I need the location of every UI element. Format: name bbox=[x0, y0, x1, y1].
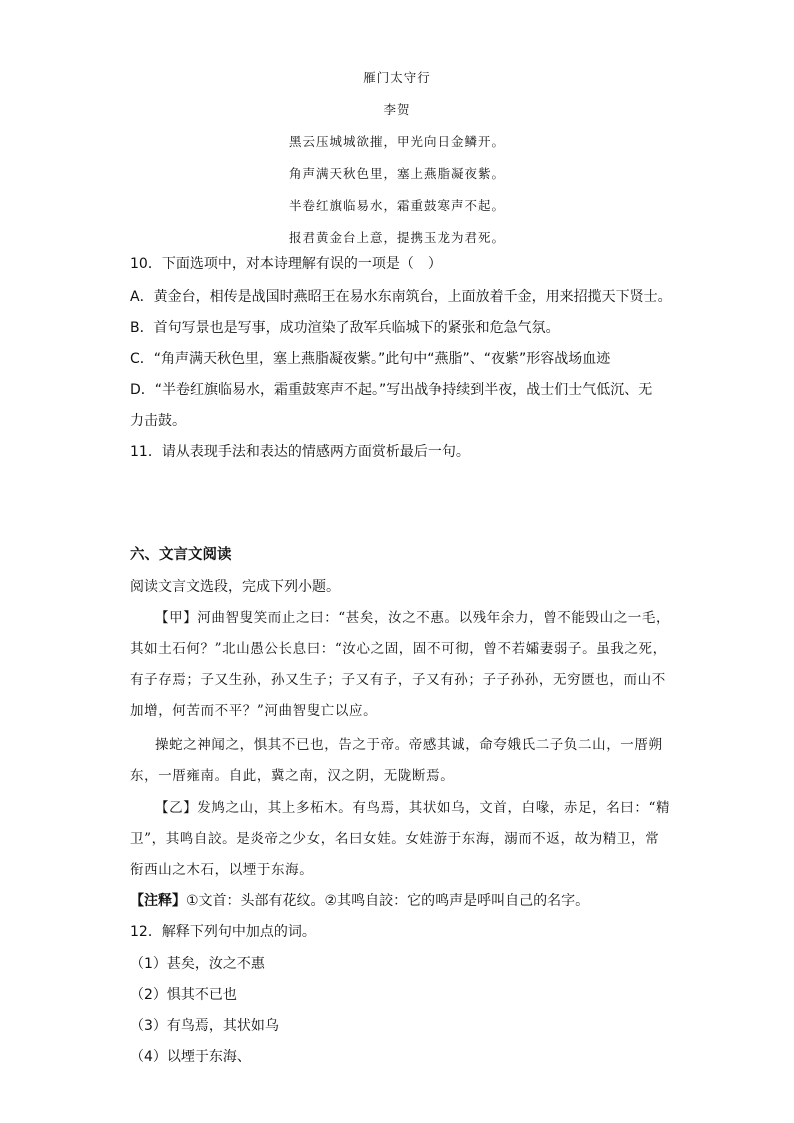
annotation-text: ①文首：头部有花纹。②其鸣自詨：它的鸣声是呼叫自己的名字。 bbox=[186, 893, 590, 909]
annotation bbox=[130, 891, 670, 911]
passage-yi-line: 【乙】发鸠之山，其上多柘木。有鸟焉，其状如乌，文首，白喙，赤足，名曰：“精 bbox=[155, 800, 671, 816]
passage-jia-line: 有子存焉；子又生孙，孙又生子；子又有子，子又有孙；子子孙孙，无穷匮也，而山不 bbox=[130, 672, 666, 688]
question-12-item: （3）有鸟焉，其状如乌 bbox=[130, 1018, 279, 1034]
poem-line: 报君黄金台上意，提携玉龙为君死。 bbox=[288, 230, 505, 245]
section-instruction: 阅读文言文选段，完成下列小题。 bbox=[130, 579, 340, 595]
question-12-item: （1）甚矣，汝之不惠 bbox=[130, 956, 265, 972]
poem-title: 雁门太守行 bbox=[363, 70, 431, 85]
question-12-item: （2）惧其不已也 bbox=[130, 987, 237, 1003]
question-10-stem: 10．下面选项中，对本诗理解有误的一项是（ ） bbox=[130, 256, 442, 272]
passage-yi-line: 卫”，其鸣自詨。是炎帝之少女，名曰女娃。女娃游于东海，溺而不返，故为精卫，常 bbox=[130, 831, 660, 847]
question-12-stem: 12．解释下列句中加点的词。 bbox=[130, 924, 316, 940]
passage-jia-line: 东，一厝雍南。自此，冀之南，汉之阴，无陇断焉。 bbox=[130, 768, 455, 784]
question-11: 11．请从表现手法和表达的情感两方面赏析最后一句。 bbox=[130, 444, 470, 460]
passage-jia-line: 加增，何苦而不平？”河曲智叟亡以应。 bbox=[130, 703, 378, 719]
passage-jia-line: 【甲】河曲智叟笑而止之曰：“甚矣，汝之不惠。以残年余力，曾不能毁山之一毛， bbox=[155, 610, 671, 626]
poem-author: 李贺 bbox=[383, 102, 411, 117]
option-a: A．黄金台，相传是战国时燕昭王在易水东南筑台，上面放着千金，用来招揽天下贤士。 bbox=[130, 289, 672, 305]
option-d-continued: 力击鼓。 bbox=[130, 413, 186, 429]
option-d: D．“半卷红旗临易水，霜重鼓寒声不起。”写出战争持续到半夜，战士们士气低沉、无 bbox=[130, 382, 653, 398]
section-heading: 六、文言文阅读 bbox=[130, 547, 232, 563]
passage-jia-line: 其如土石何？”北山愚公长息曰：“汝心之固，固不可彻，曾不若孀妻弱子。虽我之死， bbox=[130, 641, 667, 657]
passage-yi-line: 衔西山之木石，以堙于东海。 bbox=[130, 862, 314, 878]
annotation-label: 【注释】 bbox=[130, 893, 186, 909]
poem-line: 半卷红旗临易水，霜重鼓寒声不起。 bbox=[288, 198, 505, 213]
poem-line: 角声满天秋色里，塞上燕脂凝夜紫。 bbox=[288, 166, 505, 181]
poem-line: 黑云压城城欲摧，甲光向日金鳞开。 bbox=[288, 134, 505, 149]
option-c: C．“角声满天秋色里，塞上燕脂凝夜紫。”此句中“燕脂”、“夜紫”形容战场血迹 bbox=[130, 351, 611, 367]
passage-jia-line: 操蛇之神闻之，惧其不已也，告之于帝。帝感其诚，命夸娥氏二子负二山，一厝朔 bbox=[155, 737, 663, 753]
option-b: B．首句写景也是写事，成功渲染了敌军兵临城下的紧张和危急气氛。 bbox=[130, 320, 560, 336]
question-12-item: （4）以堙于东海、 bbox=[130, 1049, 251, 1065]
